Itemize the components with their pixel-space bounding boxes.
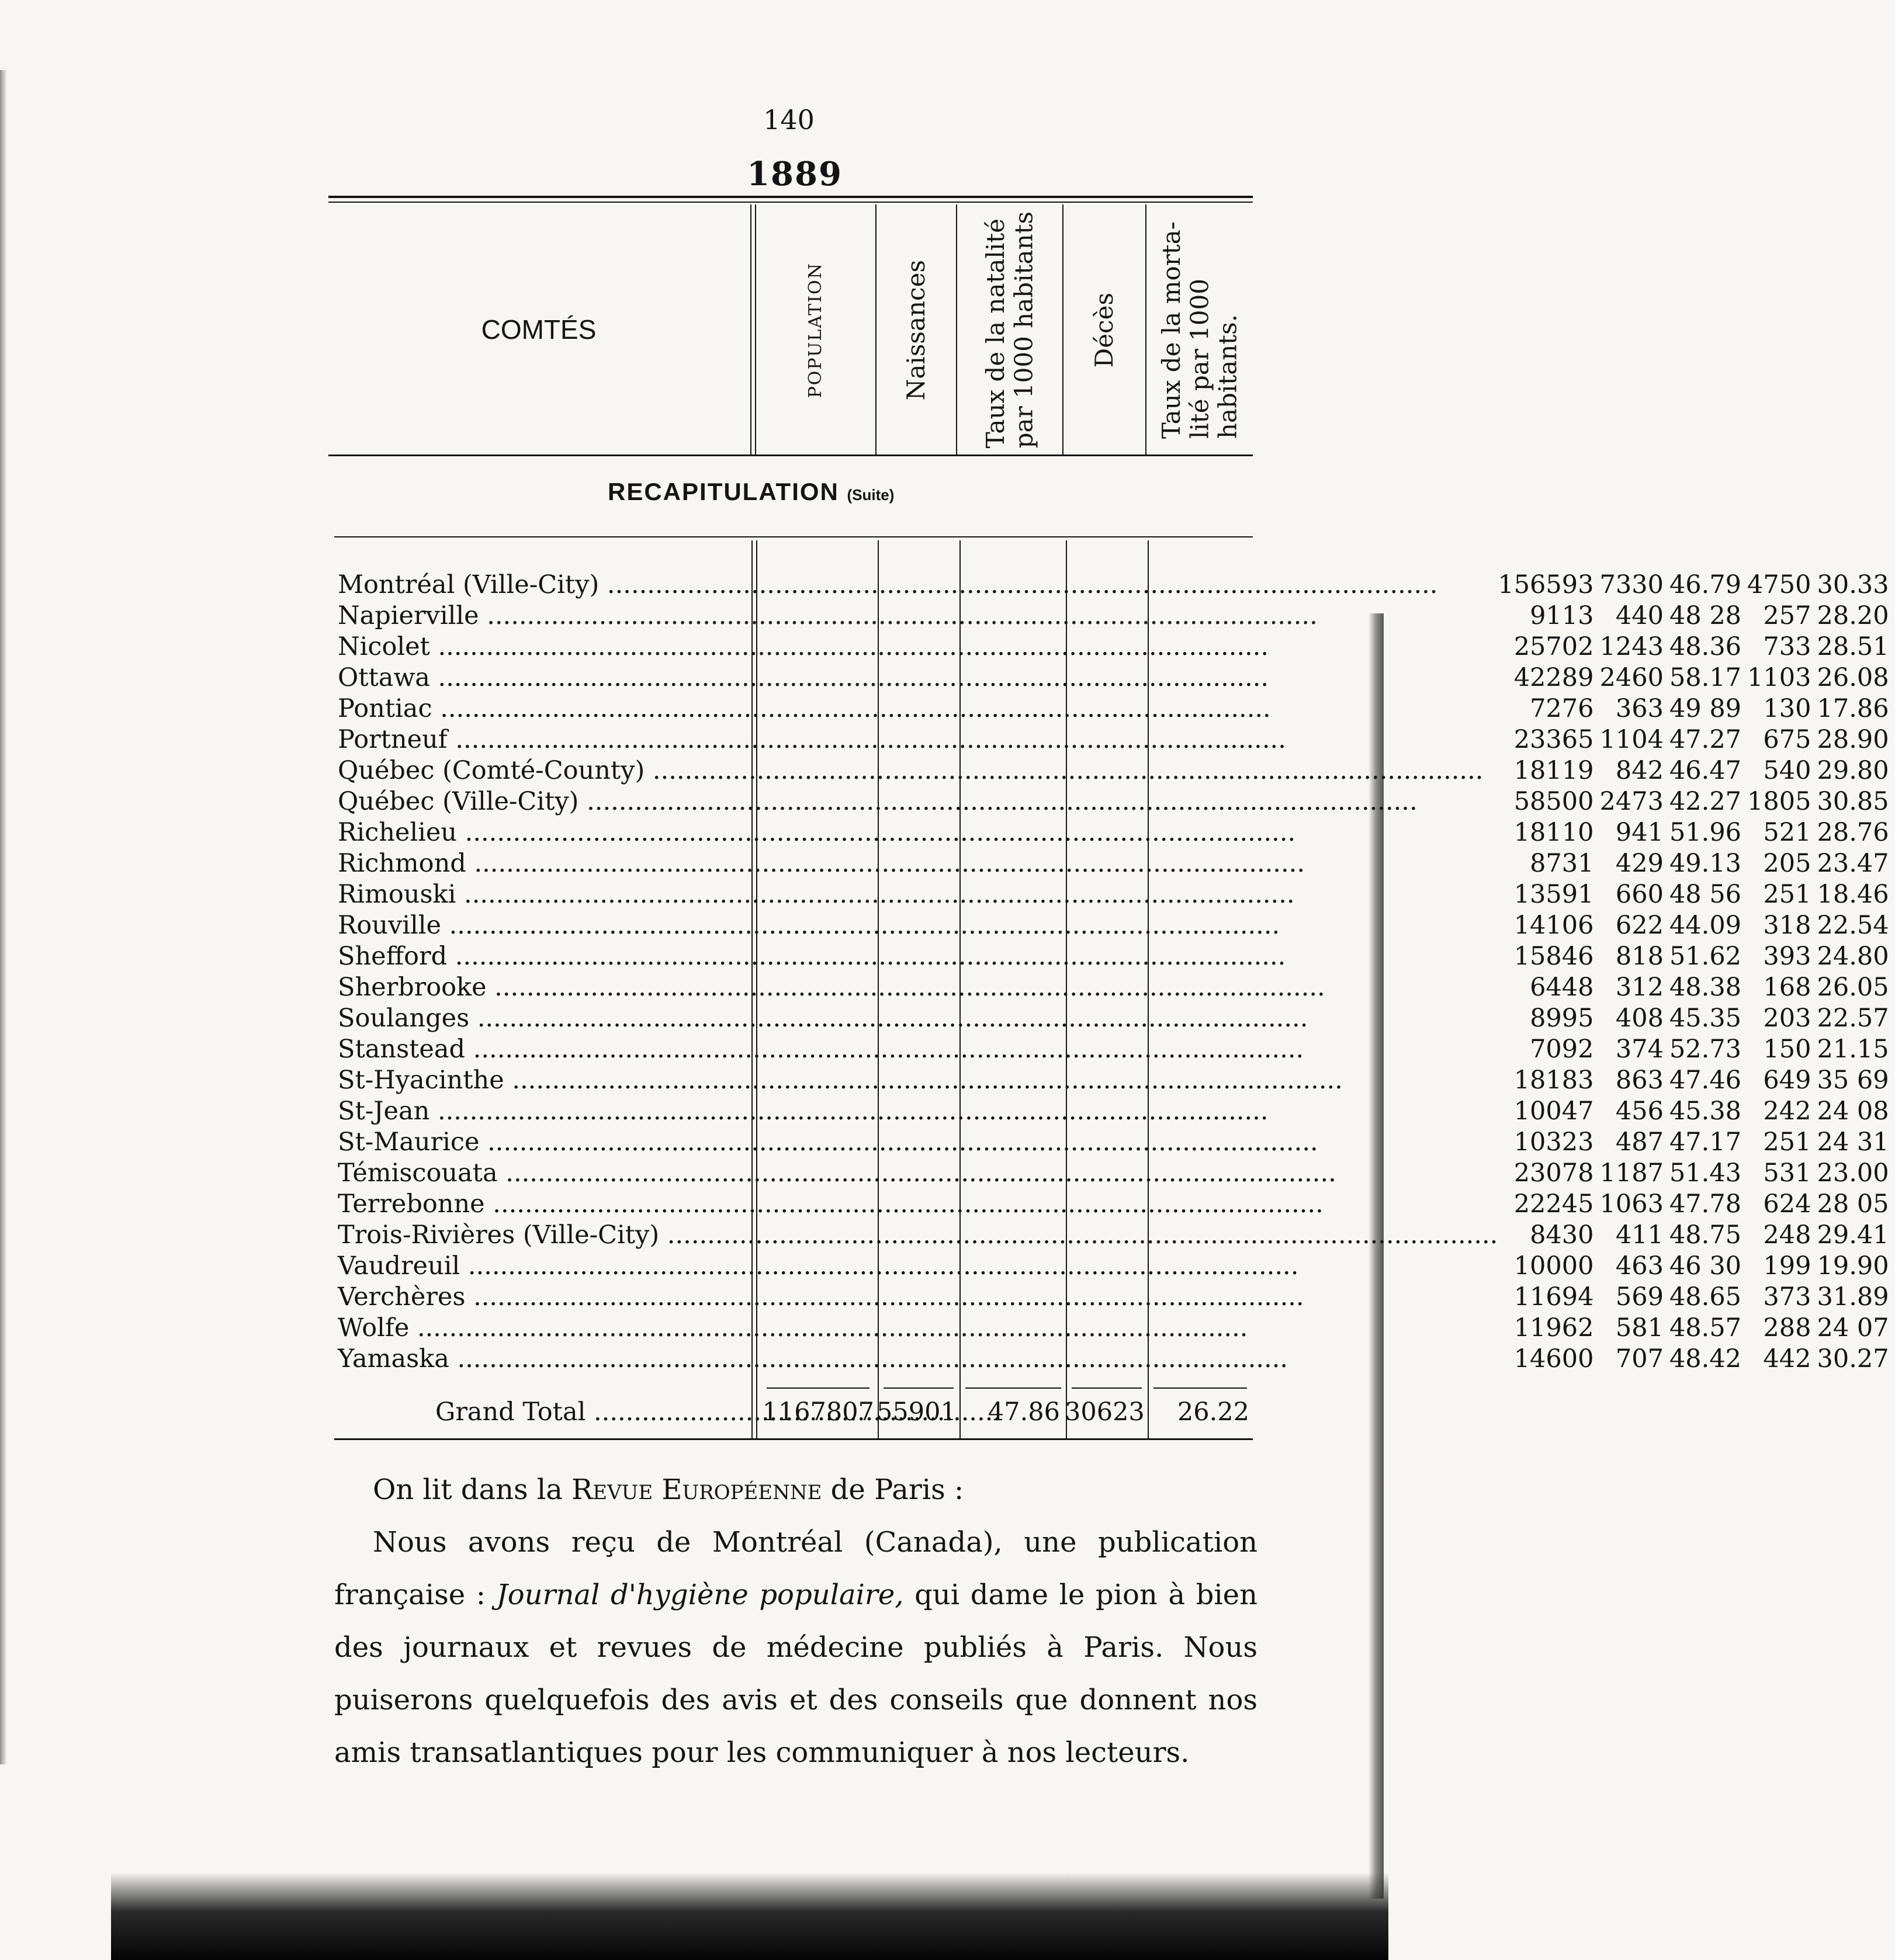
row-naissances: 1063 bbox=[1599, 1189, 1664, 1219]
row-naissances: 312 bbox=[1615, 973, 1664, 1002]
row-natalite: 48.75 bbox=[1669, 1220, 1742, 1250]
table-row bbox=[334, 755, 1895, 786]
row-natalite: 48 56 bbox=[1669, 880, 1742, 909]
row-comte-cell bbox=[334, 693, 1498, 724]
table-row bbox=[334, 1251, 1895, 1282]
row-comte-cell bbox=[334, 786, 1498, 817]
row-naissances: 487 bbox=[1615, 1128, 1664, 1157]
section-title-text: RECAPITULATION bbox=[608, 478, 839, 505]
row-population: 6448 bbox=[1530, 973, 1594, 1002]
row-comte: Sherbrooke ..... bbox=[338, 972, 1498, 1003]
scan-edge-left bbox=[0, 70, 7, 1764]
header-deces: Décès bbox=[1089, 292, 1118, 368]
row-naissances: 818 bbox=[1615, 942, 1664, 971]
row-population: 23078 bbox=[1513, 1158, 1594, 1188]
table-row bbox=[334, 1096, 1895, 1127]
row-comte-cell bbox=[334, 1034, 1498, 1065]
row-mortalite: 28.76 bbox=[1817, 818, 1889, 847]
row-naissances: 707 bbox=[1615, 1344, 1664, 1373]
row-naissances: 411 bbox=[1615, 1220, 1664, 1250]
header-natalite-cell bbox=[957, 207, 1062, 453]
row-population: 23365 bbox=[1513, 725, 1594, 754]
header-naissances-cell bbox=[877, 207, 956, 453]
row-deces: 150 bbox=[1763, 1035, 1811, 1064]
row-population: 13591 bbox=[1513, 880, 1594, 909]
table-year: 1889 bbox=[747, 155, 843, 193]
row-comte-cell bbox=[334, 1065, 1498, 1096]
row-population: 11694 bbox=[1513, 1282, 1594, 1312]
row-deces: 203 bbox=[1763, 1004, 1811, 1033]
row-naissances: 363 bbox=[1615, 694, 1664, 723]
total-rule-dec bbox=[1072, 1387, 1142, 1389]
row-population: 7276 bbox=[1530, 694, 1594, 723]
row-population: 14106 bbox=[1513, 911, 1594, 940]
intro-before: On lit dans la bbox=[373, 1473, 563, 1506]
row-deces: 373 bbox=[1763, 1282, 1811, 1312]
row-natalite: 46.47 bbox=[1669, 756, 1742, 785]
table-row bbox=[334, 1003, 1895, 1034]
row-comte-cell bbox=[334, 1344, 1498, 1375]
header-population: POPULATION bbox=[805, 262, 826, 398]
row-mortalite: 22.54 bbox=[1817, 911, 1889, 940]
row-naissances: 581 bbox=[1615, 1313, 1664, 1342]
row-comte-cell bbox=[334, 632, 1498, 662]
row-natalite: 51.43 bbox=[1669, 1158, 1742, 1188]
row-comte-cell bbox=[334, 1003, 1498, 1034]
header-naissances: Naissances bbox=[901, 259, 930, 401]
row-mortalite: 19.90 bbox=[1817, 1251, 1889, 1281]
row-naissances: 863 bbox=[1615, 1066, 1664, 1095]
row-comte-cell bbox=[334, 724, 1498, 755]
table-row bbox=[334, 724, 1895, 755]
table-row bbox=[334, 1282, 1895, 1313]
row-population: 10323 bbox=[1513, 1128, 1594, 1157]
row-comte: Wolfe ..... bbox=[338, 1313, 1498, 1344]
grand-total-label: Grand Total ..... bbox=[435, 1397, 751, 1427]
grand-total-deces: 30623 bbox=[1065, 1397, 1145, 1427]
row-population: 14600 bbox=[1513, 1344, 1594, 1373]
row-comte-cell bbox=[334, 601, 1498, 632]
row-naissances: 7330 bbox=[1599, 570, 1664, 599]
grand-total-natalite: 47.86 bbox=[988, 1397, 1060, 1427]
row-natalite: 51.96 bbox=[1669, 818, 1742, 847]
row-population: 9113 bbox=[1530, 601, 1594, 630]
row-naissances: 374 bbox=[1615, 1035, 1664, 1064]
row-population: 8430 bbox=[1530, 1220, 1594, 1250]
row-natalite: 51.62 bbox=[1669, 942, 1742, 971]
row-natalite: 47.46 bbox=[1669, 1066, 1742, 1095]
row-comte-cell bbox=[334, 879, 1498, 910]
journal-title: Journal d'hygiène populaire, bbox=[496, 1579, 904, 1611]
row-comte: Rouville ..... bbox=[338, 910, 1498, 941]
table-row bbox=[334, 1344, 1895, 1375]
table-row bbox=[334, 570, 1895, 601]
row-deces: 442 bbox=[1763, 1344, 1811, 1373]
row-deces: 531 bbox=[1763, 1158, 1811, 1188]
row-mortalite: 28.20 bbox=[1817, 601, 1889, 630]
table-row bbox=[334, 1220, 1895, 1251]
row-deces: 4750 bbox=[1747, 570, 1811, 599]
row-comte: Montréal (Ville-City) ..... bbox=[338, 570, 1498, 601]
section-title bbox=[608, 478, 894, 506]
row-mortalite: 24 31 bbox=[1817, 1128, 1889, 1157]
row-population: 25702 bbox=[1513, 632, 1594, 661]
row-mortalite: 18.46 bbox=[1817, 880, 1889, 909]
row-population: 22245 bbox=[1513, 1189, 1594, 1219]
total-rule-nat bbox=[965, 1387, 1061, 1389]
row-deces: 251 bbox=[1763, 1128, 1811, 1157]
header-top-rule-1 bbox=[328, 196, 1253, 198]
row-population: 8731 bbox=[1530, 849, 1594, 878]
row-natalite: 45.38 bbox=[1669, 1097, 1742, 1126]
intro-source: Revue Européenne bbox=[571, 1473, 822, 1506]
row-comte-cell bbox=[334, 848, 1498, 879]
row-comte: Yamaska ..... bbox=[338, 1344, 1498, 1375]
row-comte-cell bbox=[334, 972, 1498, 1003]
row-comte: Témiscouata ..... bbox=[338, 1158, 1498, 1189]
row-comte-cell bbox=[334, 1158, 1498, 1189]
row-mortalite: 26.08 bbox=[1817, 663, 1889, 692]
row-mortalite: 28 05 bbox=[1817, 1189, 1889, 1219]
header-taux-mortalite: Taux de la morta- lité par 1000 habitants. bbox=[1156, 221, 1242, 439]
row-mortalite: 29.80 bbox=[1817, 756, 1889, 785]
header-mortalite-cell bbox=[1146, 207, 1253, 453]
intro-line bbox=[373, 1463, 1249, 1516]
row-population: 10047 bbox=[1513, 1097, 1594, 1126]
row-comte-cell bbox=[334, 1189, 1498, 1220]
row-naissances: 2460 bbox=[1599, 663, 1664, 692]
row-natalite: 44.09 bbox=[1669, 911, 1742, 940]
row-natalite: 48.36 bbox=[1669, 632, 1742, 661]
row-comte: Rimouski ..... bbox=[338, 879, 1498, 910]
row-deces: 288 bbox=[1763, 1313, 1811, 1342]
section-rule bbox=[334, 536, 1253, 537]
paragraph-after: qui dame le pion à bien des journaux et revues de médecine publiés à Paris. Nous puiserons quelquefois des avis et des conseils que donnent nos amis transatlantiques pour les communiquer à nos lecteurs. bbox=[334, 1579, 1257, 1769]
table-row bbox=[334, 817, 1895, 848]
row-deces: 624 bbox=[1763, 1189, 1811, 1219]
row-deces: 521 bbox=[1763, 818, 1811, 847]
grand-total-mortalite: 26.22 bbox=[1177, 1397, 1249, 1427]
row-deces: 130 bbox=[1763, 694, 1811, 723]
row-comte-cell bbox=[334, 755, 1498, 786]
row-comte-cell bbox=[334, 570, 1498, 601]
row-naissances: 622 bbox=[1615, 911, 1664, 940]
row-comte: Québec (Comté-County) ..... bbox=[338, 755, 1498, 786]
row-population: 10000 bbox=[1513, 1251, 1594, 1281]
table-row bbox=[334, 693, 1895, 724]
row-natalite: 48.38 bbox=[1669, 973, 1742, 1002]
table-row bbox=[334, 848, 1895, 879]
row-mortalite: 30.27 bbox=[1817, 1344, 1889, 1373]
row-comte-cell bbox=[334, 941, 1498, 972]
recapitulation-table bbox=[334, 570, 1895, 1375]
row-natalite: 46.79 bbox=[1669, 570, 1742, 599]
grand-total-population: 1167807 bbox=[762, 1397, 874, 1427]
table-bottom-rule bbox=[334, 1438, 1253, 1440]
row-comte-cell bbox=[334, 1313, 1498, 1344]
row-deces: 242 bbox=[1763, 1097, 1811, 1126]
row-comte: Napierville ..... bbox=[338, 601, 1498, 632]
row-naissances: 1104 bbox=[1599, 725, 1664, 754]
row-comte: Vaudreuil ..... bbox=[338, 1251, 1498, 1282]
row-deces: 393 bbox=[1763, 942, 1811, 971]
row-naissances: 429 bbox=[1615, 849, 1664, 878]
row-comte: Terrebonne ..... bbox=[338, 1189, 1498, 1220]
row-deces: 675 bbox=[1763, 725, 1811, 754]
row-natalite: 48.65 bbox=[1669, 1282, 1742, 1312]
header-deces-cell bbox=[1063, 207, 1145, 453]
row-naissances: 440 bbox=[1615, 601, 1664, 630]
table-row bbox=[334, 972, 1895, 1003]
row-comte-cell bbox=[334, 817, 1498, 848]
row-natalite: 48 28 bbox=[1669, 601, 1742, 630]
row-mortalite: 24.80 bbox=[1817, 942, 1889, 971]
row-natalite: 49.13 bbox=[1669, 849, 1742, 878]
row-mortalite: 22.57 bbox=[1817, 1004, 1889, 1033]
row-comte-cell bbox=[334, 1251, 1498, 1282]
header-taux-natalite: Taux de la natalité par 1000 habitants bbox=[981, 211, 1038, 449]
row-natalite: 47.78 bbox=[1669, 1189, 1742, 1219]
row-natalite: 47.17 bbox=[1669, 1128, 1742, 1157]
table-row bbox=[334, 632, 1895, 662]
row-mortalite: 29.41 bbox=[1817, 1220, 1889, 1250]
row-mortalite: 35 69 bbox=[1817, 1066, 1889, 1095]
row-mortalite: 23.47 bbox=[1817, 849, 1889, 878]
row-naissances: 2473 bbox=[1599, 787, 1664, 816]
row-naissances: 456 bbox=[1615, 1097, 1664, 1126]
row-comte: Nicolet ..... bbox=[338, 632, 1498, 662]
row-deces: 205 bbox=[1763, 849, 1811, 878]
row-population: 7092 bbox=[1530, 1035, 1594, 1064]
header-comtes: COMTÉS bbox=[481, 314, 597, 345]
row-population: 11962 bbox=[1513, 1313, 1594, 1342]
row-population: 18119 bbox=[1513, 756, 1594, 785]
row-naissances: 842 bbox=[1615, 756, 1664, 785]
row-deces: 168 bbox=[1763, 973, 1811, 1002]
row-deces: 318 bbox=[1763, 911, 1811, 940]
row-comte: St-Hyacinthe ..... bbox=[338, 1065, 1498, 1096]
header-sep-1a bbox=[750, 204, 751, 455]
row-deces: 199 bbox=[1763, 1251, 1811, 1281]
row-mortalite: 26.05 bbox=[1817, 973, 1889, 1002]
grand-total-naissances: 55901 bbox=[877, 1397, 957, 1427]
row-deces: 248 bbox=[1763, 1220, 1811, 1250]
row-comte: Trois-Rivières (Ville-City) ..... bbox=[338, 1220, 1498, 1251]
row-comte: Pontiac ..... bbox=[338, 693, 1498, 724]
table-body bbox=[334, 570, 1895, 1375]
row-mortalite: 31.89 bbox=[1817, 1282, 1889, 1312]
row-comte: Québec (Ville-City) ..... bbox=[338, 786, 1498, 817]
table-row bbox=[334, 1127, 1895, 1158]
row-comte: Portneuf ..... bbox=[338, 724, 1498, 755]
table-row bbox=[334, 941, 1895, 972]
table-row bbox=[334, 1065, 1895, 1096]
row-mortalite: 21.15 bbox=[1817, 1035, 1889, 1064]
row-population: 15846 bbox=[1513, 942, 1594, 971]
scan-edge-bottom bbox=[111, 1872, 1388, 1960]
table-row bbox=[334, 1158, 1895, 1189]
row-natalite: 58.17 bbox=[1669, 663, 1742, 692]
row-comte: Ottawa ..... bbox=[338, 662, 1498, 693]
table-row bbox=[334, 1034, 1895, 1065]
row-comte-cell bbox=[334, 1096, 1498, 1127]
table-row bbox=[334, 662, 1895, 693]
row-comte-cell bbox=[334, 910, 1498, 941]
row-deces: 1103 bbox=[1747, 663, 1811, 692]
row-naissances: 463 bbox=[1615, 1251, 1664, 1281]
row-population: 8995 bbox=[1530, 1004, 1594, 1033]
row-naissances: 408 bbox=[1615, 1004, 1664, 1033]
table-row bbox=[334, 786, 1895, 817]
row-deces: 733 bbox=[1763, 632, 1811, 661]
row-comte: St-Maurice ..... bbox=[338, 1127, 1498, 1158]
intro-after: de Paris : bbox=[830, 1473, 964, 1506]
total-rule-nai bbox=[884, 1387, 954, 1389]
row-population: 156593 bbox=[1498, 570, 1594, 599]
row-comte-cell bbox=[334, 662, 1498, 693]
header-comtes-cell bbox=[328, 204, 749, 455]
row-mortalite: 30.33 bbox=[1817, 570, 1889, 599]
header-bottom-rule bbox=[328, 455, 1253, 456]
row-mortalite: 28.90 bbox=[1817, 725, 1889, 754]
row-natalite: 48.57 bbox=[1669, 1313, 1742, 1342]
row-comte: Soulanges ..... bbox=[338, 1003, 1498, 1034]
row-naissances: 1243 bbox=[1599, 632, 1664, 661]
row-mortalite: 24 07 bbox=[1817, 1313, 1889, 1342]
row-natalite: 48.42 bbox=[1669, 1344, 1742, 1373]
row-population: 58500 bbox=[1513, 787, 1594, 816]
row-natalite: 47.27 bbox=[1669, 725, 1742, 754]
row-population: 18110 bbox=[1513, 818, 1594, 847]
row-comte: Shefford ..... bbox=[338, 941, 1498, 972]
row-population: 18183 bbox=[1513, 1066, 1594, 1095]
row-comte: Richmond ..... bbox=[338, 848, 1498, 879]
row-natalite: 49 89 bbox=[1669, 694, 1742, 723]
paragraph-before: Nous avons reçu de Montréal (Canada), une publication française : bbox=[334, 1526, 1257, 1611]
row-natalite: 52.73 bbox=[1669, 1035, 1742, 1064]
section-title-suffix: (Suite) bbox=[847, 486, 895, 504]
table-row bbox=[334, 879, 1895, 910]
row-mortalite: 30.85 bbox=[1817, 787, 1889, 816]
row-natalite: 46 30 bbox=[1669, 1251, 1742, 1281]
row-comte: Verchères ..... bbox=[338, 1282, 1498, 1313]
row-comte: Stanstead ..... bbox=[338, 1034, 1498, 1065]
row-deces: 649 bbox=[1763, 1066, 1811, 1095]
row-comte-cell bbox=[334, 1282, 1498, 1313]
total-rule-pop bbox=[767, 1387, 869, 1389]
page-number: 140 bbox=[763, 104, 815, 136]
row-population: 42289 bbox=[1513, 663, 1594, 692]
row-naissances: 941 bbox=[1615, 818, 1664, 847]
header-population-cell bbox=[756, 207, 875, 453]
row-naissances: 660 bbox=[1615, 880, 1664, 909]
row-natalite: 45.35 bbox=[1669, 1004, 1742, 1033]
row-comte: Richelieu ..... bbox=[338, 817, 1498, 848]
row-mortalite: 23.00 bbox=[1817, 1158, 1889, 1188]
row-comte-cell bbox=[334, 1127, 1498, 1158]
row-deces: 257 bbox=[1763, 601, 1811, 630]
total-rule-mor bbox=[1153, 1387, 1247, 1389]
row-deces: 540 bbox=[1763, 756, 1811, 785]
row-comte: St-Jean ..... bbox=[338, 1096, 1498, 1127]
body-paragraph bbox=[334, 1516, 1257, 1779]
header-top-rule-2 bbox=[328, 202, 1253, 203]
row-mortalite: 28.51 bbox=[1817, 632, 1889, 661]
row-comte-cell bbox=[334, 1220, 1498, 1251]
table-row bbox=[334, 601, 1895, 632]
row-deces: 1805 bbox=[1747, 787, 1811, 816]
row-naissances: 569 bbox=[1615, 1282, 1664, 1312]
row-natalite: 42.27 bbox=[1669, 787, 1742, 816]
table-row bbox=[334, 1189, 1895, 1220]
table-row bbox=[334, 910, 1895, 941]
row-deces: 251 bbox=[1763, 880, 1811, 909]
row-mortalite: 17.86 bbox=[1817, 694, 1889, 723]
table-row bbox=[334, 1313, 1895, 1344]
row-mortalite: 24 08 bbox=[1817, 1097, 1889, 1126]
row-naissances: 1187 bbox=[1599, 1158, 1664, 1188]
